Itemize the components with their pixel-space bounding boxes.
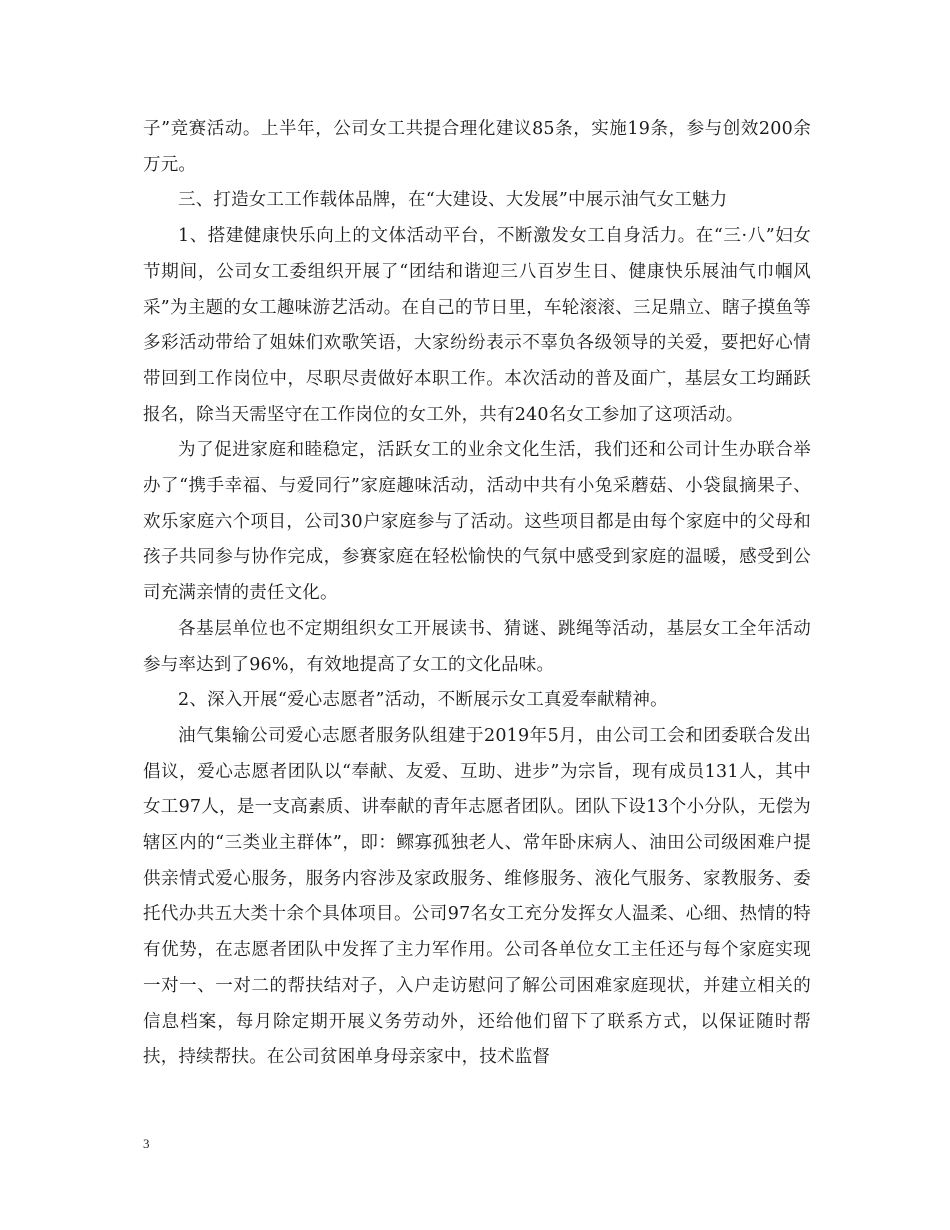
paragraph-4: 为了促进家庭和睦稳定，活跃女工的业余文化生活，我们还和公司计生办联合举办了“携手幸福、与爱同行”家庭趣味活动，活动中共有小兔采蘑菇、小袋鼠摘果子、欢乐家庭六个项目，公司30户家庭参与了活动。这些项目都是由每个家庭中的父母和孩子共同参与协作完成，参赛家庭在轻松愉快的气氛中感受到家庭的温暖，感受到公司充满亲情的责任文化。 <box>143 440 811 604</box>
page-number: 3 <box>143 1136 150 1151</box>
paragraph-7: 油气集输公司爱心志愿者服务队组建于2019年5月，由公司工会和团委联合发出倡议，爱心志愿者团队以“奉献、友爱、互助、进步”为宗旨，现有成员131人，其中女工97人，是一支高素质、讲奉献的青年志愿者团队。团队下设13个小分队，无偿为辖区内的“三类业主群体”，即：鳏寡孤独老人、常年卧床病人、油田公司级困难户提供亲情式爱心服务，服务内容涉及家政服务、维修服务、液化气服务、家教服务、委托代办共五大类十余个具体项目。公司97名女工充分发挥女人温柔、心细、热情的特有优势，在志愿者团队中发挥了主力军作用。公司各单位女工主任还与每个家庭实现一对一、一对二的帮扶结对子，入户走访慰问了解公司困难家庭现状，并建立相关的信息档案，每月除定期开展义务劳动外，还给他们留下了联系方式，以保证随时帮扶，持续帮扶。在公司贫困单身母亲家中，技术监督 <box>143 725 811 1068</box>
subheading-2: 2、深入开展“爱心志愿者”活动，不断展示女工真爱奉献精神。 <box>178 690 668 711</box>
document-body <box>143 112 811 1076</box>
paragraph-1: 子”竞赛活动。上半年，公司女工共提合理化建议85条，实施19条，参与创效200余万元。 <box>143 119 811 175</box>
paragraph-3: 1、搭建健康快乐向上的文体活动平台，不断激发女工自身活力。在“三·八”妇女节期间，公司女工委组织开展了“团结和谐迎三八百岁生日、健康快乐展油气巾帼风采”为主题的女工趣味游艺活动。在自己的节日里，车轮滚滚、三足鼎立、瞎子摸鱼等多彩活动带给了姐妹们欢歌笑语，大家纷纷表示不辜负各级领导的关爱，要把好心情带回到工作岗位中，尽职尽责做好本职工作。本次活动的普及面广，基层女工均踊跃报名，除当天需坚守在工作岗位的女工外，共有240名女工参加了这项活动。 <box>143 226 811 425</box>
section-heading-3: 三、打造女工工作载体品牌，在“大建设、大发展”中展示油气女工魅力 <box>178 190 728 211</box>
paragraph-5: 各基层单位也不定期组织女工开展读书、猜谜、跳绳等活动，基层女工全年活动参与率达到了96%，有效地提高了女工的文化品味。 <box>143 618 811 675</box>
